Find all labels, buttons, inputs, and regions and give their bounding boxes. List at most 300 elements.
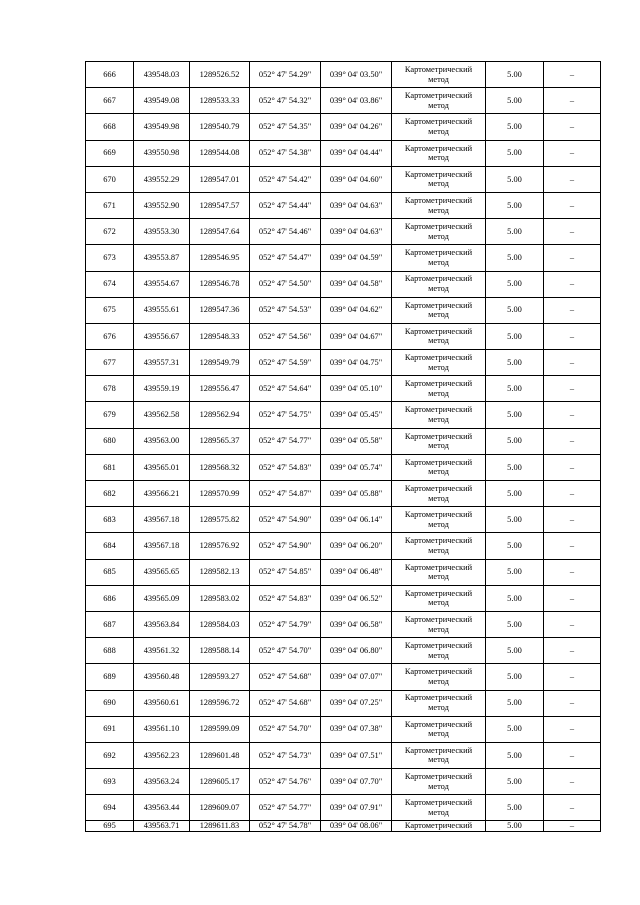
latitude-cell: 052° 47' 54.76" bbox=[250, 769, 321, 795]
description-cell: – bbox=[544, 114, 601, 140]
coordinates-table bbox=[85, 61, 601, 832]
coord-y-cell: 1289605.17 bbox=[190, 769, 250, 795]
point-number-cell: 691 bbox=[86, 716, 134, 742]
method-line-1: Картометрический bbox=[404, 353, 473, 362]
method-line-1: Картометрический bbox=[404, 431, 473, 441]
point-number-cell: 681 bbox=[86, 454, 134, 480]
table-row bbox=[86, 821, 601, 832]
longitude-cell: 039° 04' 08.06" bbox=[321, 821, 392, 832]
point-number-cell: 675 bbox=[86, 297, 134, 323]
coord-y-cell: 1289544.08 bbox=[190, 140, 250, 166]
table-row bbox=[86, 769, 601, 795]
method-line-2: метод bbox=[428, 284, 449, 294]
accuracy-cell: 5.00 bbox=[486, 481, 544, 507]
method-cell bbox=[392, 62, 486, 88]
coord-x-cell: 439561.10 bbox=[134, 716, 190, 742]
method-cell bbox=[392, 166, 486, 192]
table-row bbox=[86, 428, 601, 454]
description-cell: – bbox=[544, 323, 601, 349]
accuracy-cell: 5.00 bbox=[486, 454, 544, 480]
point-number-cell: 667 bbox=[86, 88, 134, 114]
longitude-cell: 039° 04' 06.48" bbox=[321, 559, 392, 585]
latitude-cell: 052° 47' 54.90" bbox=[250, 533, 321, 559]
method-line-2: метод bbox=[428, 807, 449, 817]
coord-y-cell: 1289582.13 bbox=[190, 559, 250, 585]
description-cell: – bbox=[544, 742, 601, 768]
table-row bbox=[86, 62, 601, 88]
coord-x-cell: 439559.19 bbox=[134, 376, 190, 402]
accuracy-cell: 5.00 bbox=[486, 690, 544, 716]
table-row bbox=[86, 795, 601, 821]
accuracy-cell: 5.00 bbox=[486, 219, 544, 245]
longitude-cell: 039° 04' 04.44" bbox=[321, 140, 392, 166]
description-cell: – bbox=[544, 350, 601, 376]
accuracy-cell: 5.00 bbox=[486, 62, 544, 88]
coord-x-cell: 439552.90 bbox=[134, 192, 190, 218]
coord-x-cell: 439557.31 bbox=[134, 350, 190, 376]
longitude-cell: 039° 04' 06.52" bbox=[321, 585, 392, 611]
table-row bbox=[86, 323, 601, 349]
method-line-1: Картометрический bbox=[404, 562, 473, 572]
coord-y-cell: 1289576.92 bbox=[190, 533, 250, 559]
latitude-cell: 052° 47' 54.44" bbox=[250, 192, 321, 218]
point-number-cell: 676 bbox=[86, 323, 134, 349]
coord-y-cell: 1289548.33 bbox=[190, 323, 250, 349]
method-line-2: метод bbox=[428, 100, 449, 110]
coord-y-cell: 1289575.82 bbox=[190, 507, 250, 533]
method-line-1: Картометрический bbox=[404, 693, 473, 703]
latitude-cell: 052° 47' 54.59" bbox=[250, 350, 321, 376]
coord-y-cell: 1289546.95 bbox=[190, 245, 250, 271]
table-row bbox=[86, 140, 601, 166]
method-line-2: метод bbox=[428, 781, 449, 791]
longitude-cell: 039° 04' 05.10" bbox=[321, 376, 392, 402]
method-line-2: метод bbox=[428, 179, 449, 189]
method-line-1: Картометрический bbox=[404, 274, 473, 284]
longitude-cell: 039° 04' 03.50" bbox=[321, 62, 392, 88]
point-number-cell: 680 bbox=[86, 428, 134, 454]
point-number-cell: 678 bbox=[86, 376, 134, 402]
coord-x-cell: 439563.84 bbox=[134, 611, 190, 637]
description-cell: – bbox=[544, 245, 601, 271]
latitude-cell: 052° 47' 54.56" bbox=[250, 323, 321, 349]
point-number-cell: 694 bbox=[86, 795, 134, 821]
method-line-1: Картометрический bbox=[404, 405, 473, 415]
accuracy-cell: 5.00 bbox=[486, 769, 544, 795]
table-body bbox=[86, 62, 601, 832]
point-number-cell: 693 bbox=[86, 769, 134, 795]
method-cell bbox=[392, 769, 486, 795]
method-line-2: метод bbox=[428, 493, 449, 503]
coord-y-cell: 1289547.36 bbox=[190, 297, 250, 323]
point-number-cell: 668 bbox=[86, 114, 134, 140]
method-line-2: метод bbox=[428, 153, 449, 163]
description-cell: – bbox=[544, 62, 601, 88]
method-line-1: Картометрический bbox=[404, 641, 473, 651]
latitude-cell: 052° 47' 54.68" bbox=[250, 664, 321, 690]
method-line-2: метод bbox=[428, 441, 449, 451]
description-cell: – bbox=[544, 611, 601, 637]
method-line-2: метод bbox=[428, 126, 449, 136]
method-line-1: Картометрический bbox=[404, 169, 473, 179]
method-line-1: Картометрический bbox=[404, 483, 473, 493]
method-line-2: метод bbox=[428, 310, 449, 320]
coord-x-cell: 439562.58 bbox=[134, 402, 190, 428]
coord-x-cell: 439554.67 bbox=[134, 271, 190, 297]
coord-y-cell: 1289593.27 bbox=[190, 664, 250, 690]
method-line-1: Картометрический bbox=[404, 143, 473, 153]
method-line-2: метод bbox=[428, 676, 449, 686]
point-number-cell: 683 bbox=[86, 507, 134, 533]
method-cell bbox=[392, 664, 486, 690]
method-cell bbox=[392, 585, 486, 611]
accuracy-cell: 5.00 bbox=[486, 402, 544, 428]
latitude-cell: 052° 47' 54.73" bbox=[250, 742, 321, 768]
point-number-cell: 679 bbox=[86, 402, 134, 428]
method-cell bbox=[392, 638, 486, 664]
longitude-cell: 039° 04' 07.51" bbox=[321, 742, 392, 768]
method-line-1: Картометрический bbox=[404, 457, 473, 467]
method-line-1: Картометрический bbox=[404, 117, 473, 127]
longitude-cell: 039° 04' 07.07" bbox=[321, 664, 392, 690]
longitude-cell: 039° 04' 05.58" bbox=[321, 428, 392, 454]
description-cell: – bbox=[544, 795, 601, 821]
coord-x-cell: 439560.48 bbox=[134, 664, 190, 690]
description-cell: – bbox=[544, 585, 601, 611]
table-row bbox=[86, 350, 601, 376]
method-cell bbox=[392, 716, 486, 742]
table-row bbox=[86, 533, 601, 559]
method-line-2: метод bbox=[428, 703, 449, 713]
table-row bbox=[86, 664, 601, 690]
accuracy-cell: 5.00 bbox=[486, 350, 544, 376]
latitude-cell: 052° 47' 54.50" bbox=[250, 271, 321, 297]
latitude-cell: 052° 47' 54.90" bbox=[250, 507, 321, 533]
method-line-2: метод bbox=[428, 362, 449, 372]
method-line-1: Картометрический bbox=[404, 510, 473, 520]
method-cell bbox=[392, 376, 486, 402]
longitude-cell: 039° 04' 07.91" bbox=[321, 795, 392, 821]
method-line-1: Картометрический bbox=[404, 379, 473, 389]
coord-x-cell: 439566.21 bbox=[134, 481, 190, 507]
coord-y-cell: 1289601.48 bbox=[190, 742, 250, 768]
longitude-cell: 039° 04' 04.63" bbox=[321, 192, 392, 218]
accuracy-cell: 5.00 bbox=[486, 716, 544, 742]
coord-x-cell: 439561.32 bbox=[134, 638, 190, 664]
point-number-cell: 677 bbox=[86, 350, 134, 376]
accuracy-cell: 5.00 bbox=[486, 742, 544, 768]
accuracy-cell: 5.00 bbox=[486, 611, 544, 637]
table-row bbox=[86, 245, 601, 271]
table-row bbox=[86, 402, 601, 428]
method-line-2: метод bbox=[428, 545, 449, 555]
description-cell: – bbox=[544, 402, 601, 428]
latitude-cell: 052° 47' 54.70" bbox=[250, 638, 321, 664]
latitude-cell: 052° 47' 54.77" bbox=[250, 795, 321, 821]
coord-y-cell: 1289547.01 bbox=[190, 166, 250, 192]
coord-y-cell: 1289549.79 bbox=[190, 350, 250, 376]
method-line-2: метод bbox=[428, 231, 449, 241]
method-cell bbox=[392, 88, 486, 114]
latitude-cell: 052° 47' 54.78" bbox=[250, 821, 321, 832]
longitude-cell: 039° 04' 04.59" bbox=[321, 245, 392, 271]
accuracy-cell: 5.00 bbox=[486, 245, 544, 271]
description-cell: – bbox=[544, 192, 601, 218]
accuracy-cell: 5.00 bbox=[486, 507, 544, 533]
point-number-cell: 684 bbox=[86, 533, 134, 559]
description-cell: – bbox=[544, 716, 601, 742]
method-cell bbox=[392, 795, 486, 821]
point-number-cell: 686 bbox=[86, 585, 134, 611]
longitude-cell: 039° 04' 04.58" bbox=[321, 271, 392, 297]
accuracy-cell: 5.00 bbox=[486, 297, 544, 323]
longitude-cell: 039° 04' 04.67" bbox=[321, 323, 392, 349]
point-number-cell: 695 bbox=[86, 821, 134, 832]
coord-x-cell: 439563.71 bbox=[134, 821, 190, 832]
description-cell: – bbox=[544, 664, 601, 690]
table-row bbox=[86, 716, 601, 742]
latitude-cell: 052° 47' 54.47" bbox=[250, 245, 321, 271]
coord-y-cell: 1289583.02 bbox=[190, 585, 250, 611]
table-row bbox=[86, 114, 601, 140]
coord-y-cell: 1289526.52 bbox=[190, 62, 250, 88]
accuracy-cell: 5.00 bbox=[486, 376, 544, 402]
coord-y-cell: 1289568.32 bbox=[190, 454, 250, 480]
latitude-cell: 052° 47' 54.83" bbox=[250, 454, 321, 480]
description-cell: – bbox=[544, 821, 601, 832]
latitude-cell: 052° 47' 54.68" bbox=[250, 690, 321, 716]
description-cell: – bbox=[544, 219, 601, 245]
point-number-cell: 673 bbox=[86, 245, 134, 271]
point-number-cell: 688 bbox=[86, 638, 134, 664]
longitude-cell: 039° 04' 04.63" bbox=[321, 219, 392, 245]
table-row bbox=[86, 611, 601, 637]
table-row bbox=[86, 271, 601, 297]
coord-x-cell: 439553.30 bbox=[134, 219, 190, 245]
method-line-1: Картометрический bbox=[404, 667, 473, 677]
accuracy-cell: 5.00 bbox=[486, 166, 544, 192]
table-row bbox=[86, 219, 601, 245]
point-number-cell: 687 bbox=[86, 611, 134, 637]
method-cell bbox=[392, 507, 486, 533]
latitude-cell: 052° 47' 54.46" bbox=[250, 219, 321, 245]
method-line-1: Картометрический bbox=[404, 821, 473, 831]
coord-y-cell: 1289547.57 bbox=[190, 192, 250, 218]
method-line-1: Картометрический bbox=[404, 248, 473, 258]
latitude-cell: 052° 47' 54.42" bbox=[250, 166, 321, 192]
coord-y-cell: 1289546.78 bbox=[190, 271, 250, 297]
coord-x-cell: 439565.65 bbox=[134, 559, 190, 585]
point-number-cell: 671 bbox=[86, 192, 134, 218]
coord-x-cell: 439556.67 bbox=[134, 323, 190, 349]
coord-y-cell: 1289565.37 bbox=[190, 428, 250, 454]
table-row bbox=[86, 376, 601, 402]
point-number-cell: 674 bbox=[86, 271, 134, 297]
coord-y-cell: 1289599.09 bbox=[190, 716, 250, 742]
accuracy-cell: 5.00 bbox=[486, 323, 544, 349]
point-number-cell: 669 bbox=[86, 140, 134, 166]
longitude-cell: 039° 04' 05.74" bbox=[321, 454, 392, 480]
latitude-cell: 052° 47' 54.70" bbox=[250, 716, 321, 742]
longitude-cell: 039° 04' 04.26" bbox=[321, 114, 392, 140]
coord-x-cell: 439565.09 bbox=[134, 585, 190, 611]
accuracy-cell: 5.00 bbox=[486, 114, 544, 140]
table-row bbox=[86, 88, 601, 114]
coord-x-cell: 439560.61 bbox=[134, 690, 190, 716]
table-row bbox=[86, 297, 601, 323]
table-row bbox=[86, 192, 601, 218]
table-row bbox=[86, 166, 601, 192]
longitude-cell: 039° 04' 04.62" bbox=[321, 297, 392, 323]
method-cell bbox=[392, 297, 486, 323]
coord-y-cell: 1289596.72 bbox=[190, 690, 250, 716]
latitude-cell: 052° 47' 54.79" bbox=[250, 611, 321, 637]
latitude-cell: 052° 47' 54.38" bbox=[250, 140, 321, 166]
method-line-2: метод bbox=[428, 257, 449, 267]
latitude-cell: 052° 47' 54.87" bbox=[250, 481, 321, 507]
method-line-1: Картометрический bbox=[404, 222, 473, 232]
point-number-cell: 682 bbox=[86, 481, 134, 507]
method-cell bbox=[392, 140, 486, 166]
method-line-1: Картометрический bbox=[404, 719, 473, 729]
accuracy-cell: 5.00 bbox=[486, 192, 544, 218]
method-line-2: метод bbox=[428, 467, 449, 477]
table-row bbox=[86, 454, 601, 480]
coord-x-cell: 439549.08 bbox=[134, 88, 190, 114]
coord-x-cell: 439562.23 bbox=[134, 742, 190, 768]
accuracy-cell: 5.00 bbox=[486, 559, 544, 585]
method-line-2: метод bbox=[428, 729, 449, 739]
method-cell bbox=[392, 245, 486, 271]
method-line-1: Картометрический bbox=[404, 91, 473, 101]
description-cell: – bbox=[544, 271, 601, 297]
description-cell: – bbox=[544, 559, 601, 585]
method-line-1: Картометрический bbox=[404, 772, 473, 781]
method-line-2: метод bbox=[428, 519, 449, 529]
longitude-cell: 039° 04' 07.38" bbox=[321, 716, 392, 742]
accuracy-cell: 5.00 bbox=[486, 638, 544, 664]
method-line-2: метод bbox=[428, 336, 449, 346]
coord-y-cell: 1289611.83 bbox=[190, 821, 250, 832]
description-cell: – bbox=[544, 88, 601, 114]
method-cell bbox=[392, 350, 486, 376]
method-line-2: метод bbox=[428, 650, 449, 660]
coord-y-cell: 1289584.03 bbox=[190, 611, 250, 637]
method-cell bbox=[392, 821, 486, 832]
method-cell bbox=[392, 428, 486, 454]
method-line-2: метод bbox=[428, 624, 449, 634]
accuracy-cell: 5.00 bbox=[486, 428, 544, 454]
method-cell bbox=[392, 192, 486, 218]
point-number-cell: 692 bbox=[86, 742, 134, 768]
method-line-1: Картометрический bbox=[404, 300, 473, 310]
method-cell bbox=[392, 219, 486, 245]
method-line-1: Картометрический bbox=[404, 745, 473, 755]
table-row bbox=[86, 507, 601, 533]
description-cell: – bbox=[544, 769, 601, 795]
description-cell: – bbox=[544, 481, 601, 507]
longitude-cell: 039° 04' 06.14" bbox=[321, 507, 392, 533]
coord-x-cell: 439549.98 bbox=[134, 114, 190, 140]
table-row bbox=[86, 585, 601, 611]
accuracy-cell: 5.00 bbox=[486, 140, 544, 166]
latitude-cell: 052° 47' 54.85" bbox=[250, 559, 321, 585]
latitude-cell: 052° 47' 54.53" bbox=[250, 297, 321, 323]
point-number-cell: 666 bbox=[86, 62, 134, 88]
longitude-cell: 039° 04' 06.58" bbox=[321, 611, 392, 637]
table-row bbox=[86, 638, 601, 664]
method-cell bbox=[392, 690, 486, 716]
description-cell: – bbox=[544, 533, 601, 559]
latitude-cell: 052° 47' 54.32" bbox=[250, 88, 321, 114]
accuracy-cell: 5.00 bbox=[486, 664, 544, 690]
table-row bbox=[86, 559, 601, 585]
method-line-2: метод bbox=[428, 415, 449, 425]
point-number-cell: 690 bbox=[86, 690, 134, 716]
method-cell bbox=[392, 481, 486, 507]
accuracy-cell: 5.00 bbox=[486, 533, 544, 559]
method-line-2: метод bbox=[428, 755, 449, 765]
coord-x-cell: 439563.24 bbox=[134, 769, 190, 795]
coord-y-cell: 1289533.33 bbox=[190, 88, 250, 114]
point-number-cell: 689 bbox=[86, 664, 134, 690]
method-line-2: метод bbox=[428, 205, 449, 215]
method-line-2: метод bbox=[428, 74, 449, 84]
latitude-cell: 052° 47' 54.35" bbox=[250, 114, 321, 140]
longitude-cell: 039° 04' 05.88" bbox=[321, 481, 392, 507]
latitude-cell: 052° 47' 54.75" bbox=[250, 402, 321, 428]
description-cell: – bbox=[544, 140, 601, 166]
description-cell: – bbox=[544, 376, 601, 402]
longitude-cell: 039° 04' 06.80" bbox=[321, 638, 392, 664]
accuracy-cell: 5.00 bbox=[486, 271, 544, 297]
coord-x-cell: 439548.03 bbox=[134, 62, 190, 88]
accuracy-cell: 5.00 bbox=[486, 88, 544, 114]
coord-y-cell: 1289547.64 bbox=[190, 219, 250, 245]
accuracy-cell: 5.00 bbox=[486, 821, 544, 832]
description-cell: – bbox=[544, 690, 601, 716]
point-number-cell: 685 bbox=[86, 559, 134, 585]
point-number-cell: 670 bbox=[86, 166, 134, 192]
method-line-1: Картометрический bbox=[404, 326, 473, 336]
coord-x-cell: 439567.18 bbox=[134, 507, 190, 533]
coord-x-cell: 439553.87 bbox=[134, 245, 190, 271]
longitude-cell: 039° 04' 06.20" bbox=[321, 533, 392, 559]
method-line-1: Картометрический bbox=[404, 536, 473, 546]
latitude-cell: 052° 47' 54.64" bbox=[250, 376, 321, 402]
coord-x-cell: 439567.18 bbox=[134, 533, 190, 559]
latitude-cell: 052° 47' 54.77" bbox=[250, 428, 321, 454]
table-row bbox=[86, 481, 601, 507]
coord-x-cell: 439563.44 bbox=[134, 795, 190, 821]
method-line-1: Картометрический bbox=[404, 64, 473, 74]
coord-x-cell: 439565.01 bbox=[134, 454, 190, 480]
longitude-cell: 039° 04' 03.86" bbox=[321, 88, 392, 114]
method-cell bbox=[392, 454, 486, 480]
method-cell bbox=[392, 611, 486, 637]
coord-y-cell: 1289556.47 bbox=[190, 376, 250, 402]
accuracy-cell: 5.00 bbox=[486, 585, 544, 611]
method-line-1: Картометрический bbox=[404, 588, 473, 598]
method-cell bbox=[392, 742, 486, 768]
method-cell bbox=[392, 533, 486, 559]
coord-y-cell: 1289588.14 bbox=[190, 638, 250, 664]
accuracy-cell: 5.00 bbox=[486, 795, 544, 821]
latitude-cell: 052° 47' 54.29" bbox=[250, 62, 321, 88]
coord-x-cell: 439550.98 bbox=[134, 140, 190, 166]
coord-x-cell: 439555.61 bbox=[134, 297, 190, 323]
method-cell bbox=[392, 114, 486, 140]
